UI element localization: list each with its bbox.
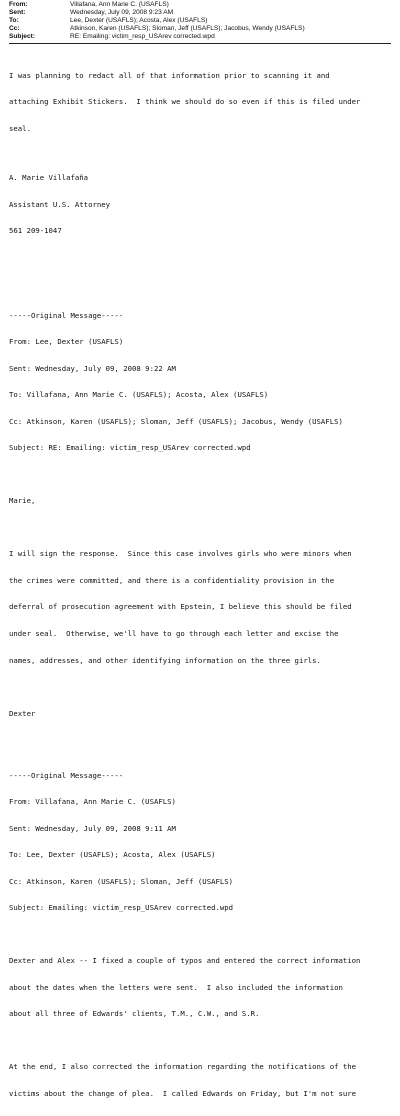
subject-value: RE: Emailing: victim_resp_USArev corrected.wpd	[70, 32, 215, 40]
paragraph-gap	[9, 931, 397, 940]
from-label: From:	[9, 1, 28, 8]
email-header	[9, 1, 389, 41]
quoted-subject: Subject: Emailing: victim_resp_USArev corrected.wpd	[9, 903, 234, 913]
email-body	[9, 54, 397, 1116]
subject-row	[9, 33, 389, 41]
paragraph-gap	[9, 471, 397, 480]
paragraph-gap	[9, 151, 397, 156]
message-line: Dexter and Alex -- I fixed a couple of typos and entered the correct information	[9, 956, 361, 966]
quoted-cc: Cc: Atkinson, Karen (USAFLS); Sloman, Jeff (USAFLS)	[9, 876, 234, 886]
cc-label: Cc:	[9, 24, 20, 32]
signature-name: A. Marie Villafaña	[9, 172, 89, 182]
header-divider	[9, 43, 391, 44]
sent-row	[9, 9, 389, 17]
paragraph-gap	[9, 254, 397, 263]
salutation: Marie,	[9, 496, 36, 506]
message-line: I will sign the response. Since this case involves girls who were minors when	[9, 549, 352, 559]
subject-label: Subject:	[9, 32, 36, 40]
from-value: Villafana, Ann Marie C. (USAFLS)	[70, 1, 169, 8]
original-message-separator: -----Original Message-----	[9, 770, 124, 780]
quoted-to: To: Villafana, Ann Marie C. (USAFLS); Acosta, Alex (USAFLS)	[9, 390, 269, 400]
paragraph-gap	[9, 736, 397, 745]
signature-title: Assistant U.S. Attorney	[9, 199, 111, 209]
quoted-cc: Cc: Atkinson, Karen (USAFLS); Sloman, Jeff (USAFLS); Jacobus, Wendy (USAFLS)	[9, 416, 343, 426]
quoted-subject: Subject: RE: Emailing: victim_resp_USArev corrected.wpd	[9, 443, 251, 453]
to-label: To:	[9, 16, 19, 24]
cc-row	[9, 25, 389, 33]
original-message-separator: -----Original Message-----	[9, 310, 124, 320]
message-line: under seal. Otherwise, we'll have to go through each letter and excise the	[9, 629, 339, 638]
message-line: about all three of Edwards' clients, T.M., C.W., and S.R.	[9, 1009, 260, 1019]
message-line: deferral of prosecution agreement with Epstein, I believe this should be filed	[9, 602, 352, 612]
paragraph-gap	[9, 524, 397, 533]
message-line: I was planning to redact all of that information prior to scanning it and	[9, 70, 330, 80]
signature-phone: 561 209-1047	[9, 226, 62, 236]
message-line: attaching Exhibit Stickers. I think we should do so even if this is filed under	[9, 97, 361, 107]
quoted-sent: Sent: Wednesday, July 09, 2008 9:11 AM	[9, 823, 176, 833]
from-row	[9, 1, 389, 9]
message-line: seal.	[9, 123, 31, 133]
message-line: At the end, I also corrected the information regarding the notifications of the	[9, 1062, 357, 1072]
sent-label: Sent:	[9, 8, 26, 16]
message-line: names, addresses, and other identifying information on the three girls.	[9, 655, 321, 665]
quoted-from: From: Lee, Dexter (USAFLS)	[9, 337, 124, 347]
message-line: victims about the change of plea. I called Edwards on Friday, but I'm not sure	[9, 1088, 357, 1098]
to-row	[9, 17, 389, 25]
message-line: about the dates when the letters were sent. I also included the information	[9, 982, 343, 992]
cc-value: Atkinson, Karen (USAFLS); Sloman, Jeff (USAFLS); Jacobus, Wendy (USAFLS)	[70, 24, 305, 32]
paragraph-gap	[9, 683, 397, 692]
quoted-to: To: Lee, Dexter (USAFLS); Acosta, Alex (USAFLS)	[9, 850, 216, 860]
paragraph-gap	[9, 1037, 397, 1046]
quoted-from: From: Villafana, Ann Marie C. (USAFLS)	[9, 797, 176, 807]
message-line: the crimes were committed, and there is a confidentiality provision in the	[9, 575, 335, 585]
signoff: Dexter	[9, 708, 36, 718]
sent-value: Wednesday, July 09, 2008 9:23 AM	[70, 8, 174, 16]
paragraph-gap	[9, 280, 397, 285]
quoted-sent: Sent: Wednesday, July 09, 2008 9:22 AM	[9, 363, 176, 373]
to-value: Lee, Dexter (USAFLS); Acosta, Alex (USAFLS)	[70, 16, 208, 24]
